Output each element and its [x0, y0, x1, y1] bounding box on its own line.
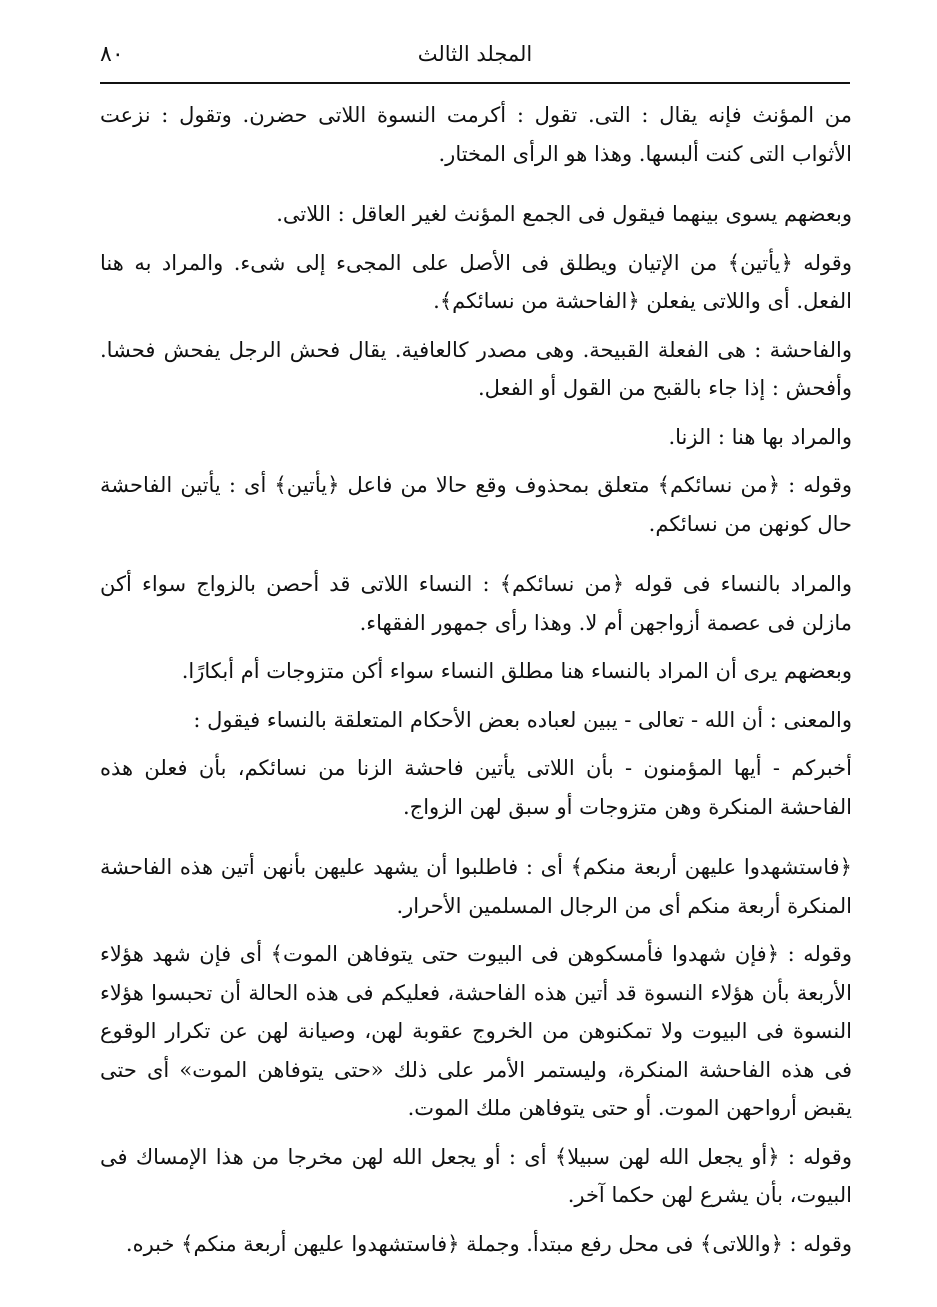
paragraph: والمراد بالنساء فى قوله ﴿من نسائكم﴾ : النساء اللاتى قد أحصن بالزواج سواء أكن مازلن فى عصمة أزواجهن أم لا. وهذا رأى جمهور الفقهاء.	[100, 572, 852, 635]
paragraph: أخبركم - أيها المؤمنون - بأن اللاتى يأتين فاحشة الزنا من نسائكم، بأن فعلن هذه الفاحشة المنكرة وهن متزوجات أو سبق لهن الزواج.	[100, 756, 852, 819]
paragraph: ﴿فاستشهدوا عليهن أربعة منكم﴾ أى : فاطلبوا أن يشهد عليهن بأنهن أتين هذه الفاحشة المنكرة أربعة منكم أى من الرجال المسلمين الأحرار.	[100, 855, 852, 918]
paragraph: وبعضهم يسوى بينهما فيقول فى الجمع المؤنث لغير العاقل : اللاتى.	[276, 202, 852, 226]
body-text	[100, 96, 852, 1263]
page-number: ٨٠	[100, 42, 124, 67]
paragraph: وقوله ﴿يأتين﴾ من الإتيان ويطلق فى الأصل على المجىء إلى شىء. والمراد به هنا الفعل. أى واللاتى يفعلن ﴿الفاحشة من نسائكم﴾.	[100, 250, 852, 313]
paragraph: والفاحشة : هى الفعلة القبيحة. وهى مصدر كالعافية. يقال فحش الرجل يفحش فحشا. وأفحش : إذا جاء بالقبح من القول أو الفعل.	[100, 337, 852, 400]
volume-title: المجلد الثالث	[417, 42, 533, 66]
page-header	[100, 38, 850, 84]
paragraph: وقوله : ﴿من نسائكم﴾ متعلق بمحذوف وقع حالا من فاعل ﴿يأتين﴾ أى : يأتين الفاحشة حال كونهن من نسائكم.	[100, 473, 852, 536]
paragraph: وبعضهم يرى أن المراد بالنساء هنا مطلق النساء سواء أكن متزوجات أم أبكارًا.	[181, 659, 852, 683]
paragraph: من المؤنث فإنه يقال : التى. تقول : أكرمت النسوة اللاتى حضرن. وتقول : نزعت الأثواب التى كنت ألبسها. وهذا هو الرأى المختار.	[100, 103, 852, 166]
paragraph: وقوله : ﴿أو يجعل الله لهن سبيلا﴾ أى : أو يجعل الله لهن مخرجا من هذا الإمساك فى البيوت، بأن يشرع لهن حكما آخر.	[100, 1144, 852, 1207]
paragraph: وقوله : ﴿واللاتى﴾ فى محل رفع مبتدأ. وجملة ﴿فاستشهدوا عليهن أربعة منكم﴾ خبره.	[125, 1231, 852, 1256]
paragraph: والمعنى : أن الله - تعالى - يبين لعباده بعض الأحكام المتعلقة بالنساء فيقول :	[193, 707, 852, 732]
paragraph: والمراد بها هنا : الزنا.	[668, 424, 852, 449]
paragraph: وقوله : ﴿فإن شهدوا فأمسكوهن فى البيوت حتى يتوفاهن الموت﴾ أى فإن شهد هؤلاء الأربعة بأن هؤلاء النسوة قد أتين هذه الفاحشة، فعليكم فى هذه الحالة أن تحبسوا هؤلاء النسوة فى البيوت ولا تمكنوهن من الخروج عقوبة لهن، وصيانة لهن عن تكرار الوقوع فى هذه الفاحشة المنكرة، وليستمر الأمر على ذلك «حتى يتوفاهن الموت» أى حتى يقبض أرواحهن الموت. أو حتى يتوفاهن ملك الموت.	[100, 942, 852, 1120]
